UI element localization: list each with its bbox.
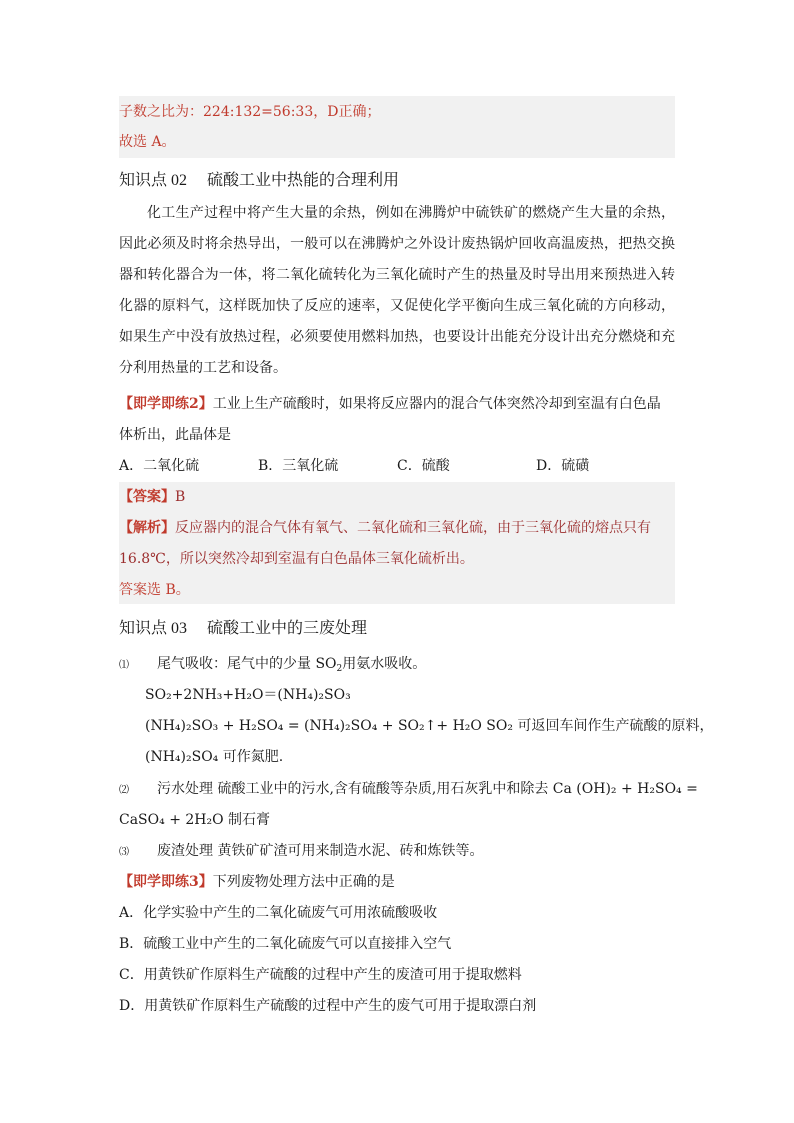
answer-tag: 【答案】 — [119, 489, 175, 505]
practice3-option-c: C．用黄铁矿作原料生产硫酸的过程中产生的废渣可用于提取燃料 — [119, 967, 522, 983]
kp03-item3 — [119, 841, 483, 863]
practice2-question — [119, 392, 675, 482]
practice2-conclusion: 答案选 B。 — [119, 582, 190, 598]
analysis-tag: 【解析】 — [119, 520, 175, 536]
practice2-q-line1: 工业上生产硫酸时，如果将反应器内的混合气体突然冷却到室温有白色晶 — [212, 396, 661, 412]
kp03-item2-line2: CaSO₄ + 2H₂O 制石膏 — [119, 812, 271, 828]
practice3-tag: 【即学即练3】 — [119, 874, 213, 890]
kp02-title: 硫酸工业中热能的合理利用 — [207, 170, 400, 189]
item3-text: 废渣处理 黄铁矿矿渣可用来制造水泥、砖和炼铁等。 — [157, 843, 484, 859]
kp02-section — [119, 168, 675, 388]
practice3-question — [119, 872, 395, 892]
practice2-analysis-line2: 16.8℃，所以突然冷却到室温有白色晶体三氧化硫析出。 — [119, 551, 474, 567]
kp02-heading — [119, 170, 399, 191]
practice3-option-a: A．化学实验中产生的二氧化硫废气可用浓硫酸吸收 — [119, 905, 438, 921]
kp03-eq3: (NH₄)₂SO₄ 可作氮肥. — [145, 749, 284, 765]
practice3-option-d: D．用黄铁矿作原料生产硫酸的过程中产生的废气可用于提取漂白剂 — [119, 998, 537, 1014]
answer-continuation-block — [119, 96, 675, 158]
choose-a-line: 故选 A。 — [119, 134, 176, 150]
item1-after: 用氨水吸收。 — [342, 656, 427, 672]
kp03-item2 — [119, 779, 698, 801]
practice3-option-b: B．硫酸工业中产生的二氧化硫废气可以直接排入空气 — [119, 936, 452, 952]
answer-value: B — [175, 489, 186, 505]
practice2-answer-line — [119, 487, 185, 507]
kp02-paragraph: 化工生产过程中将产生大量的余热，例如在沸腾炉中硫铁矿的燃烧产生大量的余热，因此必须及时将余热导出，一般可以在沸腾炉之外设计废热锅炉回收高温废热，把热交换器和转化器合为一体，将二氧化硫转化为三氧化硫时产生的热量及时导出用来预热进入转化器的原料气，这样既加快了反应的速率，又促使化学平衡向生成三氧化硫的方向移动，如果生产中没有放热过程，必须要使用燃料加热，也要设计出能充分设计出充分燃烧和充分利用热量的工艺和设备。 — [119, 205, 675, 376]
practice2-analysis-line1 — [119, 518, 651, 538]
kp03-eq1: SO₂+2NH₃+H₂O＝(NH₄)₂SO₃ — [145, 687, 351, 703]
practice3-section — [119, 872, 675, 1022]
item2-number: ⑵ — [119, 785, 129, 796]
analysis-ratio-line: 子数之比为：224:132=56:33，D正确； — [119, 104, 381, 120]
kp03-title: 硫酸工业中的三废处理 — [207, 618, 368, 637]
kp02-number: 知识点 02 — [119, 172, 188, 189]
kp03-section — [119, 616, 714, 876]
item3-number: ⑶ — [119, 847, 129, 858]
practice2-option-a: A．二氧化硫 — [119, 458, 200, 474]
kp03-eq2: (NH₄)₂SO₃ + H₂SO₄ = (NH₄)₂SO₄ + SO₂↑+ H₂O SO₂ 可返回车间作生产硫酸的原料， — [145, 718, 714, 734]
kp03-number: 知识点 03 — [119, 620, 188, 637]
practice2-answer-block — [119, 482, 675, 604]
practice2-option-b: B．三氧化硫 — [258, 458, 339, 474]
kp03-heading — [119, 618, 367, 639]
analysis-text-1: 反应器内的混合气体有氧气、二氧化硫和三氧化硫，由于三氧化硫的熔点只有 — [175, 520, 651, 536]
practice2-option-d: D．硫磺 — [536, 458, 590, 474]
practice2-line2: 体析出，此晶体是 — [119, 427, 231, 443]
item2-text: 污水处理 硫酸工业中的污水,含有硫酸等杂质,用石灰乳中和除去 Ca (OH)₂ + H₂SO₄ = — [157, 781, 698, 797]
practice2-tag: 【即学即练2】 — [119, 396, 213, 412]
item1-text: 尾气吸收：尾气中的少量 SO — [157, 656, 337, 672]
practice3-text: 下列废物处理方法中正确的是 — [212, 874, 395, 890]
kp03-item1: ⑴ 尾气吸收：尾气中的少量 $SO_2$用氨水吸收。 — [119, 656, 427, 674]
item1-number: ⑴ — [119, 660, 129, 671]
practice2-line1 — [119, 394, 661, 414]
practice2-option-c: C．硫酸 — [397, 458, 450, 474]
